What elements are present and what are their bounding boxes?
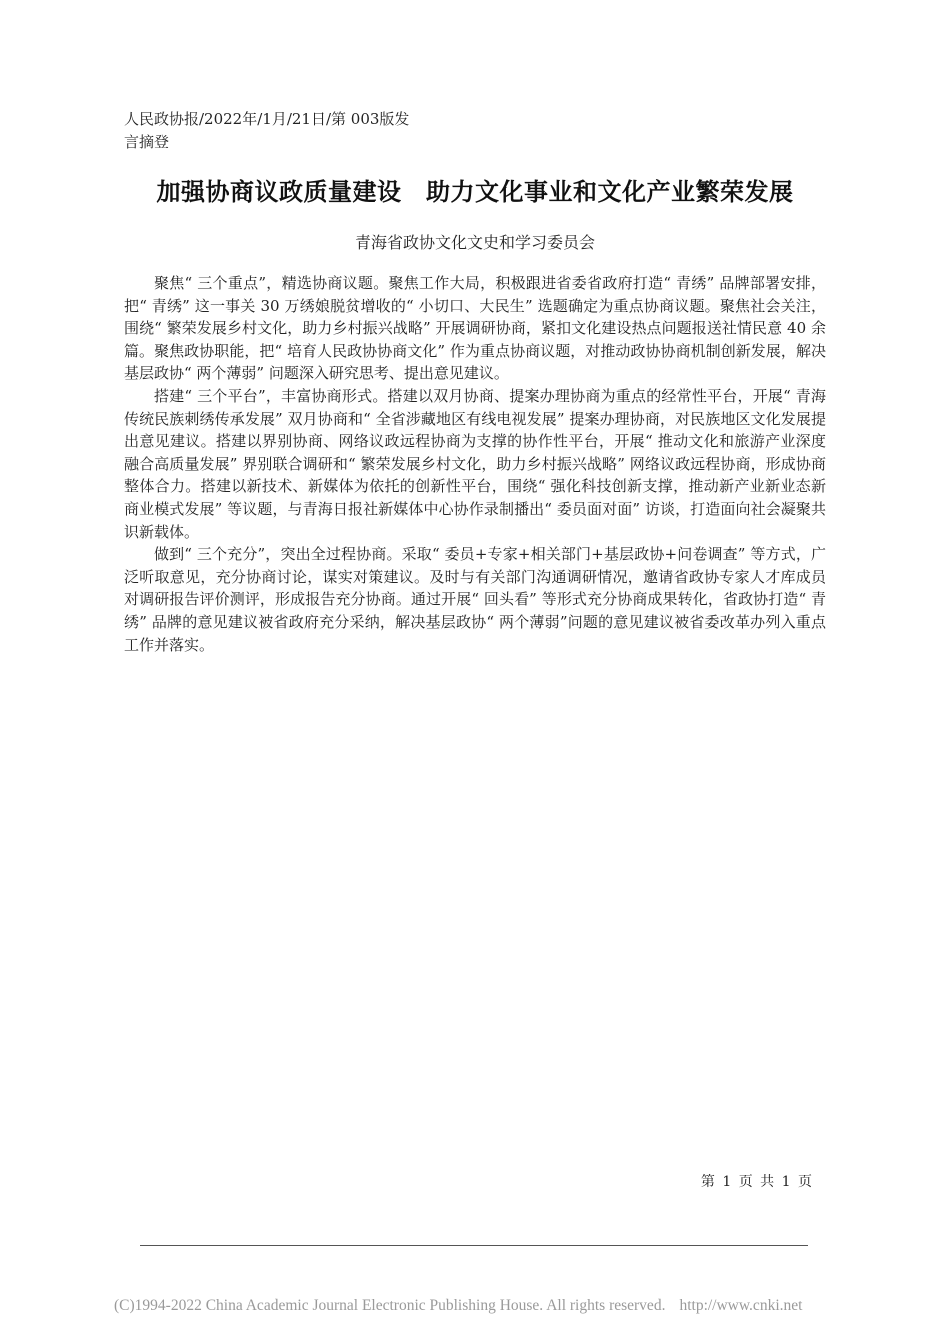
article-body: [124, 272, 826, 656]
footer-divider: [140, 1245, 808, 1246]
page-number: 第 1 页 共 1 页: [700, 1174, 812, 1190]
copyright-text: (C)1994-2022 China Academic Journal Electronic Publishing House. All rights reserved.: [114, 1297, 666, 1314]
body-paragraph: 聚焦“ 三个重点”，精选协商议题。聚焦工作大局，积极跟进省委省政府打造“ 青绣” 品牌部署安排，把“ 青绣” 这一事关 30 万绣娘脱贫增收的“ 小切口、大民生” 选题确定为重点协商议题。聚焦社会关注，围绕“ 繁荣发展乡村文化，助力乡村振兴战略” 开展调研协商，紧扣文化建设热点问题报送社情民意 40 余篇。聚焦政协职能，把“ 培育人民政协协商文化” 作为重点协商议题，对推动政协协商机制创新发展，解决基层政协“ 两个薄弱” 问题深入研究思考、提出意见建议。: [124, 274, 826, 383]
source-line: 人民政协报/2022年/1月/21日/第 003版发言摘登: [124, 110, 410, 151]
site-url: http://www.cnki.net: [679, 1297, 803, 1314]
copyright-notice: [114, 1297, 854, 1315]
article-author: 青海省政协文化文史和学习委员会: [354, 233, 595, 252]
body-paragraph: 搭建“ 三个平台”，丰富协商形式。搭建以双月协商、提案办理协商为重点的经常性平台，开展“ 青海传统民族刺绣传承发展” 双月协商和“ 全省涉藏地区有线电视发展” 提案办理协商，对民族地区文化发展提出意见建议。搭建以界别协商、网络议政远程协商为支撑的协作性平台，开展“ 推动文化和旅游产业深度融合高质量发展” 界别联合调研和“ 繁荣发展乡村文化，助力乡村振兴战略” 网络议政远程协商，形成协商整体合力。搭建以新技术、新媒体为依托的创新性平台，围绕“ 强化科技创新支撑，推动新产业新业态新商业模式发展” 等议题，与青海日报社新媒体中心协作录制播出“ 委员面对面” 访谈，打造面向社会凝聚共识新载体。: [124, 386, 826, 541]
body-paragraph: 做到“ 三个充分”，突出全过程协商。采取“ 委员+专家+相关部门+基层政协+问卷调查” 等方式，广泛听取意见，充分协商讨论，谋实对策建议。及时与有关部门沟通调研情况，邀请省政协专家人才库成员对调研报告评价测评，形成报告充分协商。通过开展“ 回头看” 等形式充分协商成果转化，省政协打造“ 青绣” 品牌的意见建议被省政府充分采纳，解决基层政协“ 两个薄弱”问题的意见建议被省委改革办列入重点工作并落实。: [124, 545, 826, 654]
article-title: 加强协商议政质量建设 助力文化事业和文化产业繁荣发展: [156, 178, 794, 206]
